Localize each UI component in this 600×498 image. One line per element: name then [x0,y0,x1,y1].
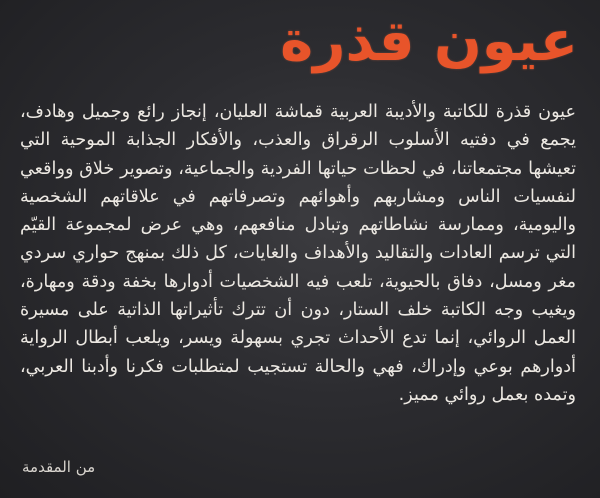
source-attribution: من المقدمة [22,458,96,476]
book-title: عيون قذرة [280,9,578,74]
book-description: عيون قذرة للكاتبة والأديبة العربية قماشة العليان، إنجاز رائع وجميل وهادف، يجمع في دفتيه الأسلوب الرقراق والعذب، والأفكار الجذابة الموحية التي تعيشها مجتمعاتنا، في لحظات حياتها الفردية والجماعية، وتصوير خلاق وواقعي لنفسيات الناس ومشاربهم وأهوائهم وتصرفاتهم في علاقاتهم الشخصية واليومية، وممارسة نشاطاتهم وتبادل منافعهم، وهي عرض لمجموعة القيّم التي ترسم العادات والتقاليد والأهداف والغايات، كل ذلك بمنهج حواري سردي مغر ومسل، دفاق بالحيوية، تلعب فيه الشخصيات أدوارها بخفة ودقة ومهارة، ويغيب وجه الكاتبة خلف الستار، دون أن تترك تأثيراتها الذاتية على مسيرة العمل الروائي، إنما تدع الأحداث تجري بسهولة ويسر، ويلعب أبطال الرواية أدوارهم بوعي وإدراك، فهي والحالة تستجيب لمتطلبات فكرنا وأدبنا العربي، وتمده بعمل روائي مميز. [20,102,576,405]
